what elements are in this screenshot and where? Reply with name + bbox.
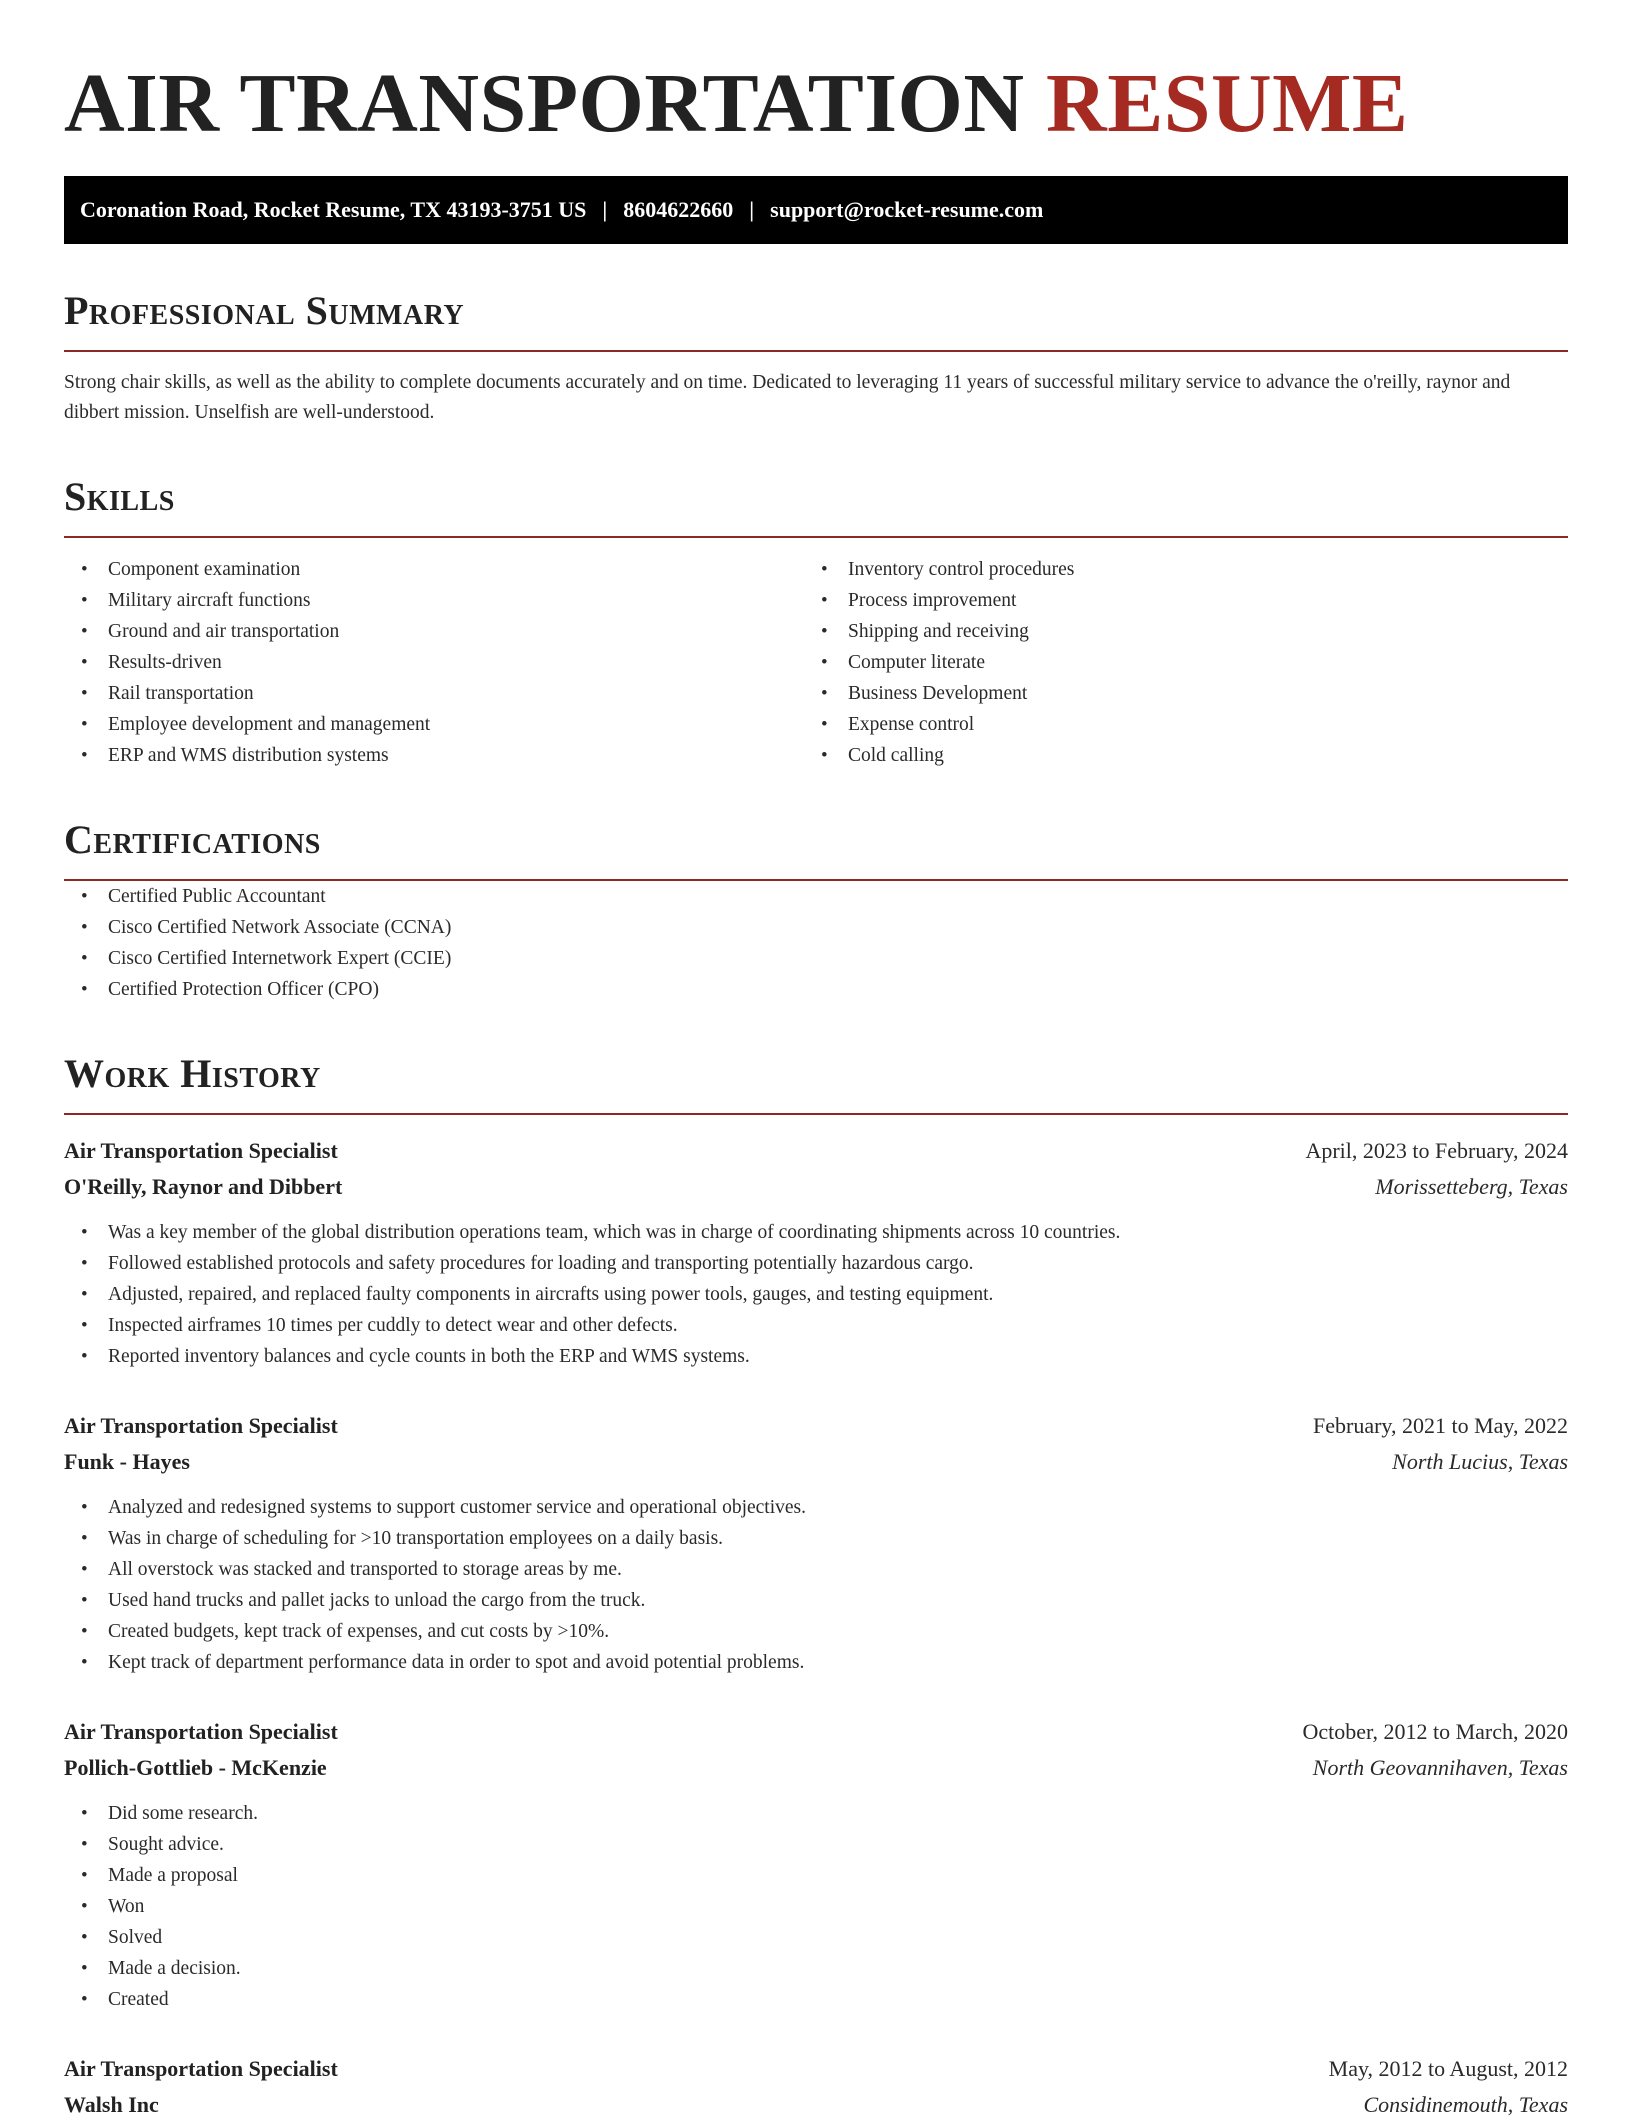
job-duty-item: • Solved [64,1922,1568,1953]
job-dates: April, 2023 to February, 2024 [1305,1138,1568,1163]
certifications-heading: Certifications [64,817,1568,881]
job-duty-item: • Did some research. [64,1798,1568,1829]
skill-item: • Business Development [804,678,1544,709]
certification-item: • Certified Public Accountant [64,881,1568,912]
job-title: Air Transportation Specialist [64,1138,338,1163]
job-company: Pollich-Gottlieb - McKenzie [64,1755,327,1780]
skill-item: • Cold calling [804,740,1544,771]
skill-item: • ERP and WMS distribution systems [64,740,804,771]
job-duty-item: • Was a key member of the global distribution operations team, which was in charge of coordinating shipments across 10 countries. [64,1217,1568,1248]
job-company-row [64,1750,1568,1786]
certification-item: • Certified Protection Officer (CPO) [64,974,1568,1005]
job-duty-item: • Followed established protocols and safety procedures for loading and transporting potentially hazardous cargo. [64,1248,1568,1279]
resume-title [64,54,1568,154]
contact-separator: | [602,197,608,222]
work-history-list [64,1133,1568,2123]
skill-item: • Expense control [804,709,1544,740]
job-title: Air Transportation Specialist [64,1413,338,1438]
job-title: Air Transportation Specialist [64,2056,338,2081]
skill-item: • Component examination [64,554,804,585]
contact-address: Coronation Road, Rocket Resume, TX 43193-3751 US [80,197,587,222]
job-location: Considinemouth, Texas [1363,2092,1568,2117]
skill-item: • Military aircraft functions [64,585,804,616]
job-duties-list [64,1492,1568,1678]
job-entry [64,1133,1568,1372]
job-duty-item: • Won [64,1891,1568,1922]
contact-separator: | [749,197,755,222]
job-location: North Lucius, Texas [1392,1449,1568,1474]
job-duty-item: • Reported inventory balances and cycle counts in both the ERP and WMS systems. [64,1341,1568,1372]
skill-item: • Computer literate [804,647,1544,678]
job-duty-item: • Made a proposal [64,1860,1568,1891]
job-duty-item: • Made a decision. [64,1953,1568,1984]
work-history-heading: Work History [64,1051,1568,1115]
skill-item: • Process improvement [804,585,1544,616]
skill-item: • Rail transportation [64,678,804,709]
job-duty-item: • Inspected airframes 10 times per cuddly to detect wear and other defects. [64,1310,1568,1341]
skills-list [64,554,1568,771]
job-company-row [64,1444,1568,1480]
skills-column-left [64,554,804,771]
job-duty-item: • Kept track of department performance data in order to spot and avoid potential problems. [64,1647,1568,1678]
job-duty-item: • Was in charge of scheduling for >10 transportation employees on a daily basis. [64,1523,1568,1554]
job-duty-item: • Created [64,1984,1568,2015]
contact-phone: 8604622660 [623,197,734,222]
job-title: Air Transportation Specialist [64,1719,338,1744]
job-duty-item: • All overstock was stacked and transported to storage areas by me. [64,1554,1568,1585]
job-entry [64,2051,1568,2123]
job-duty-item: • Analyzed and redesigned systems to support customer service and operational objectives. [64,1492,1568,1523]
skills-heading: Skills [64,474,1568,538]
job-duty-item: • Adjusted, repaired, and replaced faulty components in aircrafts using power tools, gauges, and testing equipment. [64,1279,1568,1310]
job-entry [64,1714,1568,2015]
job-duties-list [64,1798,1568,2015]
title-main: AIR TRANSPORTATION [64,57,1025,150]
job-duty-item: • Created budgets, kept track of expenses, and cut costs by >10%. [64,1616,1568,1647]
job-header-row [64,1408,1568,1444]
skill-item: • Results-driven [64,647,804,678]
job-header-row [64,1133,1568,1169]
job-dates: May, 2012 to August, 2012 [1328,2056,1568,2081]
skill-item: • Shipping and receiving [804,616,1544,647]
job-location: Morissetteberg, Texas [1375,1174,1568,1199]
contact-email: support@rocket-resume.com [770,197,1044,222]
summary-text: Strong chair skills, as well as the ability to complete documents accurately and on time. Dedicated to leveraging 11 years of successful military service to advance the o'reilly, raynor and dibbert mission. Unselfish are well-understood. [64,372,1511,423]
job-company-row [64,1169,1568,1205]
summary-heading: Professional Summary [64,288,1568,352]
job-company-row [64,2087,1568,2123]
job-duties-list [64,1217,1568,1372]
certification-item: • Cisco Certified Internetwork Expert (CCIE) [64,943,1568,974]
job-dates: October, 2012 to March, 2020 [1302,1719,1568,1744]
title-accent: RESUME [1046,57,1409,150]
job-company: Funk - Hayes [64,1449,190,1474]
job-header-row [64,1714,1568,1750]
job-duty-item: • Sought advice. [64,1829,1568,1860]
job-location: North Geovannihaven, Texas [1312,1755,1568,1780]
skill-item: • Employee development and management [64,709,804,740]
job-entry [64,1408,1568,1678]
job-header-row [64,2051,1568,2087]
job-company: Walsh Inc [64,2092,159,2117]
contact-bar [64,176,1568,244]
job-dates: February, 2021 to May, 2022 [1313,1413,1568,1438]
skill-item: • Ground and air transportation [64,616,804,647]
job-duty-item: • Used hand trucks and pallet jacks to unload the cargo from the truck. [64,1585,1568,1616]
resume-content [64,54,1568,2123]
skills-column-right [804,554,1544,771]
job-company: O'Reilly, Raynor and Dibbert [64,1174,343,1199]
certification-item: • Cisco Certified Network Associate (CCNA) [64,912,1568,943]
certifications-list [64,881,1568,1005]
skill-item: • Inventory control procedures [804,554,1544,585]
